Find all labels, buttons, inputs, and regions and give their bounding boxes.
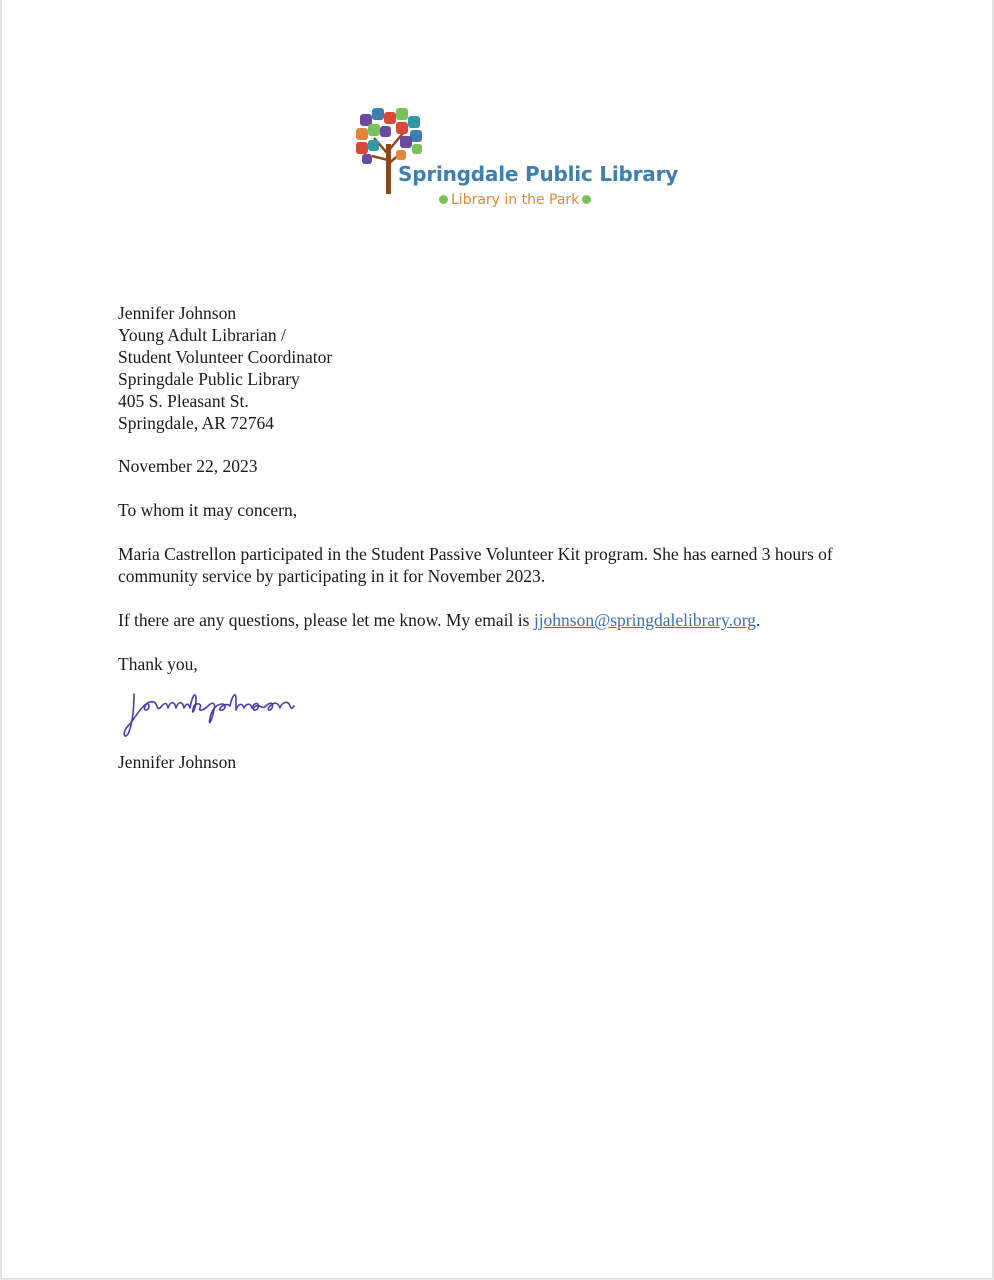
closing: Thank you, bbox=[118, 654, 198, 674]
body-paragraph-1: Maria Castrellon participated in the Student Passive Volunteer Kit program. She has earned 3 hours of community service by participating in it for November 2023. bbox=[118, 544, 833, 586]
body-paragraph-2 bbox=[118, 609, 878, 631]
printed-name: Jennifer Johnson bbox=[118, 752, 237, 772]
paragraph2-period: . bbox=[756, 610, 761, 630]
library-logo bbox=[352, 104, 679, 214]
sender-title-line1: Young Adult Librarian / bbox=[118, 325, 286, 345]
dot-icon bbox=[439, 195, 448, 204]
sender-city-state-zip: Springdale, AR 72764 bbox=[118, 413, 275, 433]
sender-name: Jennifer Johnson bbox=[118, 303, 237, 323]
sender-organization: Springdale Public Library bbox=[118, 369, 300, 389]
dot-icon bbox=[582, 195, 591, 204]
sender-street: 405 S. Pleasant St. bbox=[118, 391, 249, 411]
salutation: To whom it may concern, bbox=[118, 500, 298, 520]
tagline-text: Library in the Park bbox=[451, 192, 580, 208]
paragraph2-text: If there are any questions, please let me know. My email is bbox=[118, 610, 534, 630]
handwritten-signature bbox=[120, 680, 340, 742]
library-tagline bbox=[436, 192, 594, 208]
sender-title-line2: Student Volunteer Coordinator bbox=[118, 347, 333, 367]
email-link[interactable]: jjohnson@springdalelibrary.org bbox=[533, 610, 757, 630]
letter-date: November 22, 2023 bbox=[118, 456, 258, 476]
letter-page bbox=[2, 0, 992, 1278]
library-name: Springdale Public Library bbox=[398, 162, 679, 186]
